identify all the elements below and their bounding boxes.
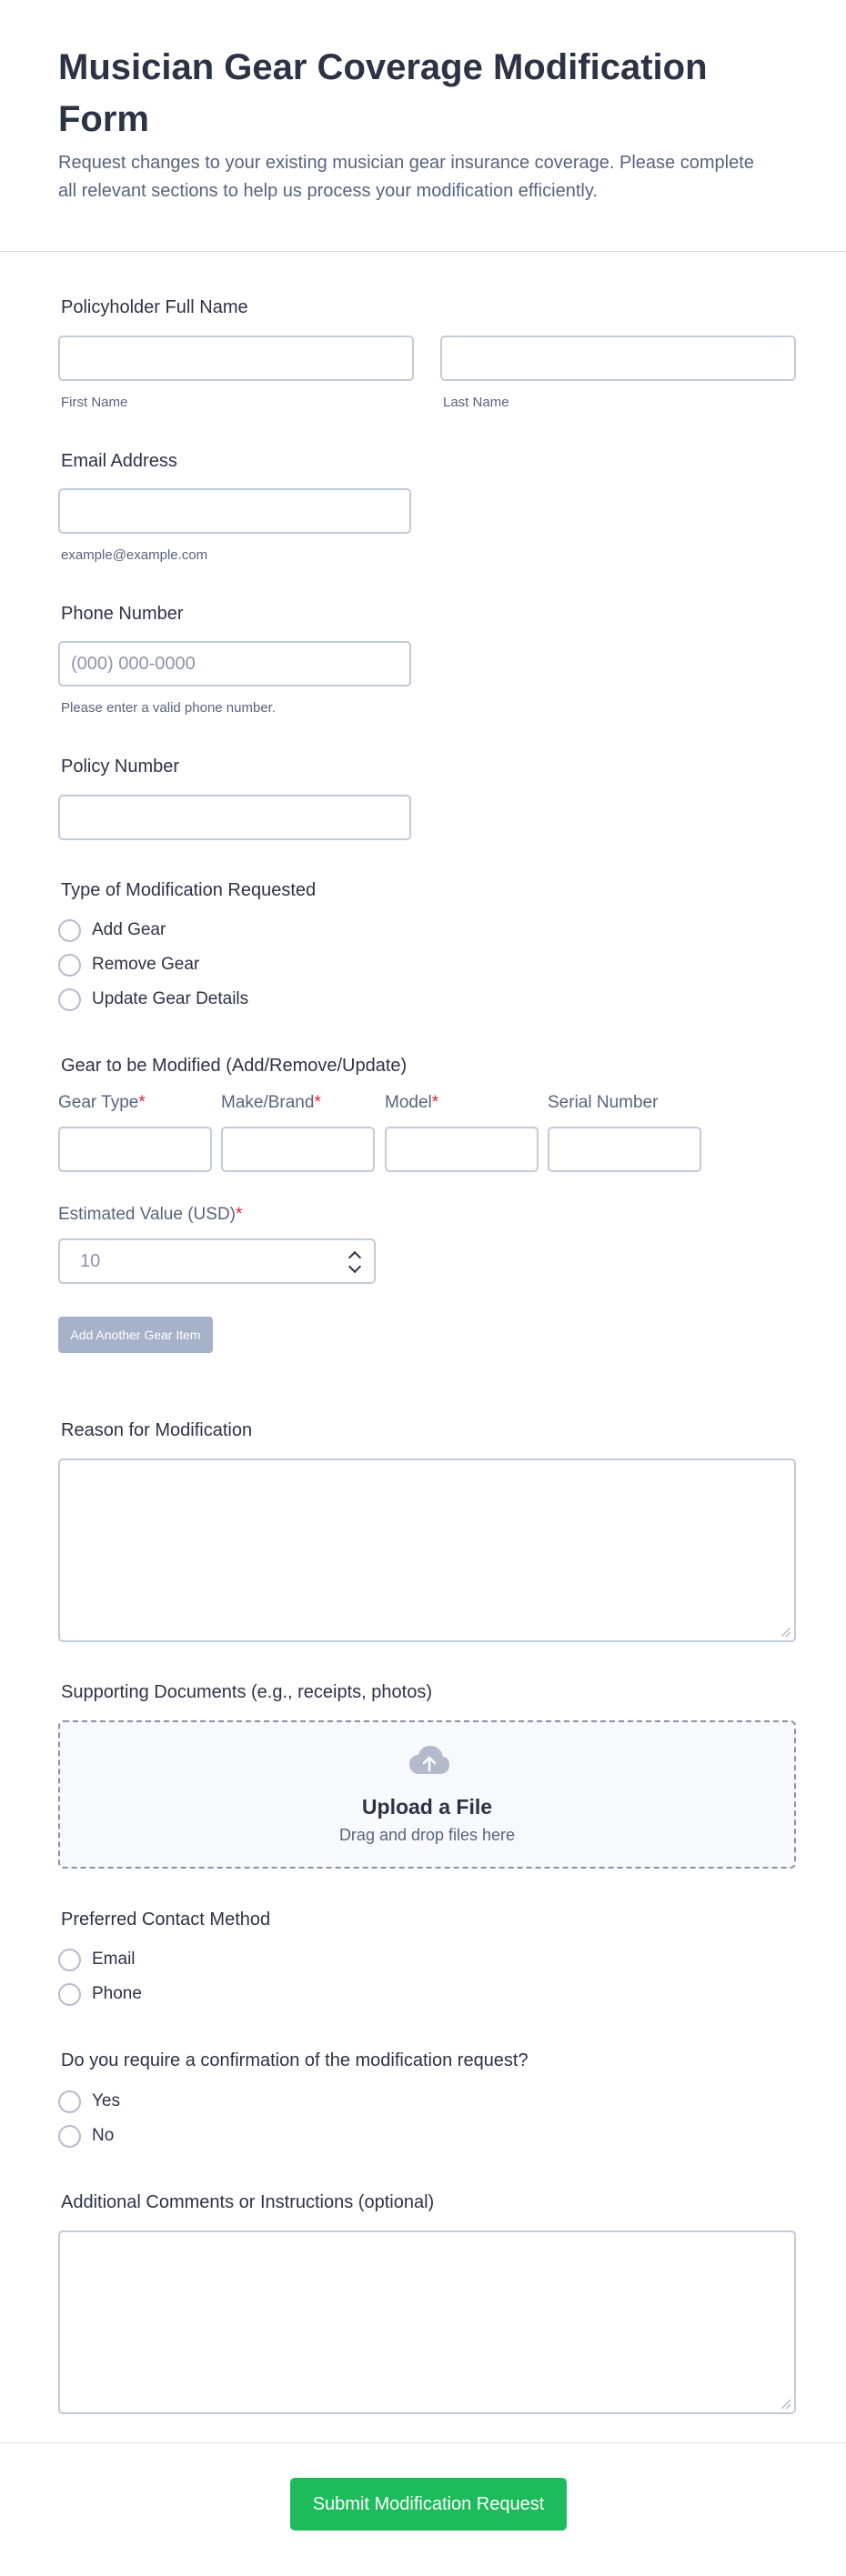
last-name-input[interactable]	[440, 336, 796, 381]
modification-type-label: Type of Modification Requested	[61, 880, 317, 900]
estimated-value-placeholder: 10	[80, 1251, 101, 1271]
add-gear-item-button[interactable]: Add Another Gear Item	[58, 1317, 213, 1353]
model-column-label: Model*	[385, 1093, 439, 1112]
gear-type-input[interactable]	[58, 1127, 212, 1172]
full-name-label: Policyholder Full Name	[61, 297, 248, 317]
phone-label: Phone Number	[61, 604, 184, 624]
radio-circle[interactable]	[58, 1949, 81, 1971]
radio-circle[interactable]	[58, 954, 81, 977]
radio-email[interactable]	[58, 1947, 136, 1972]
radio-label: Add Gear	[92, 920, 166, 939]
radio-update-gear[interactable]	[58, 987, 248, 1012]
chevron-down-icon[interactable]	[348, 1260, 361, 1273]
radio-circle[interactable]	[58, 2090, 81, 2113]
serial-number-column-label: Serial Number	[548, 1093, 659, 1112]
model-input[interactable]	[385, 1127, 539, 1172]
confirmation-label: Do you require a confirmation of the modification request?	[61, 2050, 529, 2070]
form-title: Musician Gear Coverage Modification Form	[58, 47, 708, 139]
comments-textarea[interactable]	[58, 2230, 796, 2414]
form-header	[0, 0, 846, 252]
radio-remove-gear[interactable]	[58, 952, 199, 977]
estimated-value-label: Estimated Value (USD)*	[58, 1205, 243, 1224]
estimated-value-input[interactable]	[58, 1238, 376, 1284]
comments-label: Additional Comments or Instructions (optional)	[61, 2192, 435, 2212]
phone-input[interactable]: (000) 000-0000	[58, 641, 411, 687]
radio-yes[interactable]	[58, 2089, 120, 2114]
required-mark: *	[314, 1093, 321, 1112]
radio-circle[interactable]	[58, 1983, 81, 2006]
gear-section-label: Gear to be Modified (Add/Remove/Update)	[61, 1056, 408, 1076]
resize-handle-icon[interactable]	[781, 1628, 791, 1637]
policy-number-label: Policy Number	[61, 757, 180, 777]
cloud-upload-icon	[408, 1744, 451, 1777]
email-sublabel: example@example.com	[61, 547, 208, 563]
first-name-input[interactable]	[58, 336, 414, 381]
reason-textarea[interactable]	[58, 1458, 796, 1642]
upload-title: Upload a File	[361, 1795, 493, 1819]
email-label: Email Address	[61, 451, 177, 471]
make-brand-column-label: Make/Brand*	[221, 1093, 321, 1112]
radio-circle[interactable]	[58, 919, 81, 942]
reason-label: Reason for Modification	[61, 1420, 253, 1440]
radio-label: Email	[92, 1950, 136, 1969]
required-mark: *	[236, 1205, 243, 1224]
form-footer	[0, 2442, 846, 2576]
required-mark: *	[138, 1093, 146, 1112]
documents-label: Supporting Documents (e.g., receipts, photos)	[61, 1682, 432, 1702]
last-name-sublabel: Last Name	[443, 395, 509, 410]
radio-no[interactable]	[58, 2123, 114, 2149]
make-brand-input[interactable]	[221, 1127, 375, 1172]
radio-phone[interactable]	[58, 1981, 142, 2007]
radio-label: Phone	[92, 1984, 142, 2003]
contact-method-label: Preferred Contact Method	[61, 1909, 271, 1929]
upload-subtitle: Drag and drop files here	[338, 1826, 516, 1844]
radio-circle[interactable]	[58, 2125, 81, 2148]
required-mark: *	[431, 1093, 439, 1112]
phone-sublabel: Please enter a valid phone number.	[61, 700, 276, 716]
form-description: Request changes to your existing musician gear insurance coverage. Please complete all relevant sections to help us process your modification efficiently.	[58, 153, 754, 201]
first-name-sublabel: First Name	[61, 395, 128, 410]
radio-label: Remove Gear	[92, 955, 200, 974]
gear-type-column-label: Gear Type*	[58, 1093, 146, 1112]
file-upload-dropzone[interactable]	[58, 1720, 796, 1869]
radio-add-gear[interactable]	[58, 917, 166, 943]
number-spinner[interactable]	[350, 1248, 363, 1278]
radio-label: Update Gear Details	[92, 989, 249, 1008]
radio-circle[interactable]	[58, 988, 81, 1011]
submit-button[interactable]: Submit Modification Request	[290, 2478, 567, 2531]
email-input[interactable]	[58, 488, 411, 534]
serial-number-input[interactable]	[548, 1127, 701, 1172]
resize-handle-icon[interactable]	[781, 2400, 791, 2409]
policy-number-input[interactable]	[58, 795, 411, 840]
radio-label: Yes	[92, 2091, 120, 2110]
radio-label: No	[92, 2126, 115, 2145]
